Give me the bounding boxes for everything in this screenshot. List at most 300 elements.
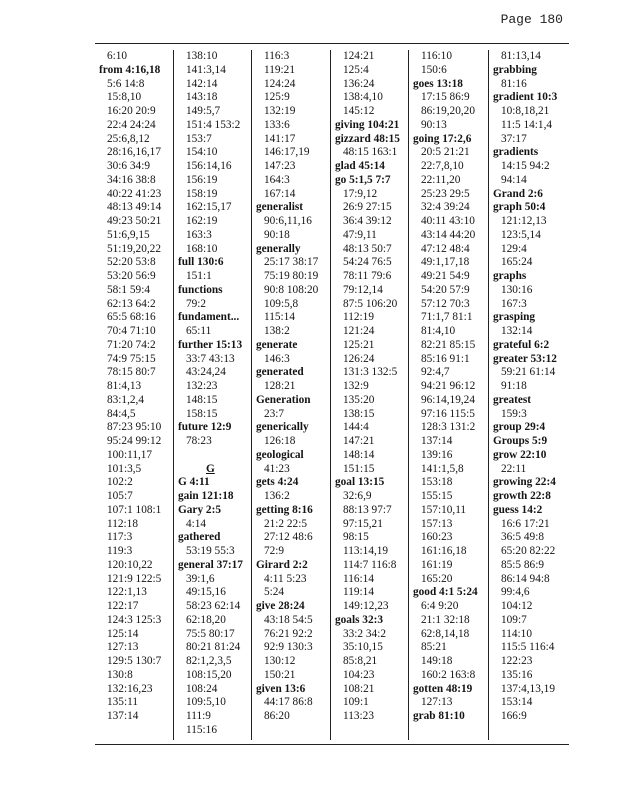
- page-reference: 81:4,13: [107, 380, 142, 392]
- page-reference: 142:14: [186, 77, 218, 90]
- page-reference: 109:5,10: [186, 696, 226, 709]
- page-reference: 57:12 70:3: [421, 297, 470, 310]
- page-reference: 51:6,9,15: [107, 228, 150, 241]
- page-reference: 153:18: [421, 476, 453, 489]
- page-reference: 146:17,19: [264, 146, 310, 159]
- page-reference: 98:15: [343, 531, 369, 544]
- page-reference: 22:11: [501, 462, 527, 475]
- page-reference: 108:15,20: [186, 668, 232, 681]
- page-reference: 49:21 54:9: [421, 270, 470, 282]
- page-reference: 43:24,24: [186, 366, 226, 379]
- page-reference: 76:21 92:2: [264, 627, 313, 640]
- page-reference: 113:23: [343, 710, 374, 722]
- page-reference: 165:24: [501, 256, 533, 269]
- page-reference: 117:3: [107, 531, 133, 544]
- page-reference: 136:2: [264, 490, 290, 502]
- page-reference: 4:14: [186, 517, 207, 530]
- page-reference: 149:12,23: [343, 600, 389, 612]
- page-reference: 52:20 53:8: [107, 256, 156, 269]
- page-reference: 116:14: [343, 572, 374, 585]
- index-term: graphs: [493, 270, 527, 282]
- page-reference: 79:12,14: [343, 283, 383, 296]
- page-reference: 154:10: [186, 146, 218, 159]
- page-reference: 147:21: [343, 435, 375, 447]
- page-reference: 90:8 108:20: [264, 283, 319, 296]
- page-reference: 153:7: [186, 132, 212, 145]
- page-reference: 48:15 163:1: [343, 146, 398, 159]
- page-reference: 160:23: [421, 531, 453, 544]
- index-term: full 130:6: [178, 256, 224, 269]
- page-number: Page 180: [500, 12, 563, 27]
- page-reference: 108:24: [186, 682, 218, 695]
- page-reference: 144:4: [343, 421, 369, 434]
- page-reference: 147:23: [264, 160, 296, 172]
- page-reference: 150:21: [264, 668, 296, 681]
- page-reference: 58:23 62:14: [186, 600, 241, 612]
- page-reference: 116:3: [264, 50, 290, 62]
- page-reference: 5:24: [264, 586, 285, 599]
- page-reference: 158:19: [186, 187, 218, 200]
- index-term: graph 50:4: [493, 201, 546, 214]
- index-term: glad 45:14: [335, 160, 385, 172]
- page-reference: 70:4 71:10: [107, 325, 156, 337]
- page-reference: 53:20 56:9: [107, 270, 156, 282]
- index-term: gradient 10:3: [493, 91, 558, 104]
- page-reference: 86:20: [264, 710, 290, 722]
- page-reference: 33:2 34:2: [343, 627, 386, 640]
- page-reference: 54:24 76:5: [343, 256, 392, 269]
- page-reference: 128:3 131:2: [421, 421, 476, 434]
- page-reference: 115:14: [264, 311, 295, 324]
- page-reference: 87:23 95:10: [107, 421, 162, 434]
- page-reference: 36:4 39:12: [343, 215, 392, 227]
- index-term: growing 22:4: [493, 476, 556, 489]
- page-reference: 97:15,21: [343, 517, 383, 530]
- index-term: Generation: [256, 393, 311, 406]
- index-term: gain 121:18: [178, 490, 234, 502]
- page-reference: 62:13 64:2: [107, 297, 156, 310]
- index-term: Gary 2:5: [178, 503, 221, 516]
- page-reference: 137:14: [107, 710, 139, 722]
- index-term: future 12:9: [178, 421, 232, 434]
- page-reference: 82:21 85:15: [421, 338, 476, 351]
- page-reference: 37:17: [501, 132, 527, 145]
- page-reference: 21:2 22:5: [264, 517, 307, 530]
- index-term: guess 14:2: [493, 503, 543, 516]
- page-reference: 125:4: [343, 63, 369, 76]
- index-term: gets 4:24: [256, 476, 299, 489]
- page-reference: 6:4 9:20: [421, 600, 459, 612]
- page-reference: 148:14: [343, 448, 375, 461]
- page-reference: 85:8,21: [343, 655, 378, 667]
- index-term: goal 13:15: [335, 476, 385, 489]
- page-reference: 15:8,10: [107, 91, 142, 104]
- page-reference: 83:1,2,4: [107, 393, 145, 406]
- page-reference: 34:16 38:8: [107, 173, 156, 186]
- page-reference: 91:18: [501, 380, 527, 392]
- page-reference: 81:4,10: [421, 325, 456, 337]
- page-reference: 132:14: [501, 325, 533, 337]
- page-reference: 81:13,14: [501, 50, 541, 62]
- index-column-1: [95, 50, 173, 740]
- page-reference: 163:3: [186, 228, 212, 241]
- page-reference: 126:18: [264, 435, 296, 447]
- page-reference: 135:11: [107, 696, 138, 709]
- page-reference: 141:17: [264, 132, 296, 145]
- page-reference: 28:16,16,17: [107, 146, 161, 159]
- page-reference: 168:10: [186, 242, 218, 255]
- page-reference: 74:9 75:15: [107, 352, 156, 365]
- index-term: gizzard 48:15: [335, 132, 400, 145]
- page-reference: 104:23: [343, 668, 375, 681]
- page-reference: 4:11 5:23: [264, 572, 307, 585]
- page-reference: 25:6,8,12: [107, 132, 150, 145]
- page-reference: 135:20: [343, 393, 375, 406]
- page-reference: 121:12,13: [501, 215, 547, 227]
- index-column-6: [488, 50, 569, 740]
- page-reference: 48:13 49:14: [107, 201, 162, 214]
- page-reference: 71:20 74:2: [107, 338, 156, 351]
- index-term: generate: [256, 338, 298, 351]
- page-reference: 132:23: [186, 380, 218, 392]
- page-reference: 135:16: [501, 668, 533, 681]
- page-reference: 125:14: [107, 627, 139, 640]
- index-column-2: [173, 50, 251, 740]
- page-reference: 85:5 86:9: [501, 558, 544, 571]
- page-reference: 90:13: [421, 118, 447, 131]
- page-reference: 160:2 163:8: [421, 668, 476, 681]
- page-reference: 132:16,23: [107, 682, 153, 695]
- page-reference: 120:10,22: [107, 558, 153, 571]
- index-term: grab 81:10: [413, 710, 465, 722]
- index-term: further 15:13: [178, 338, 243, 351]
- index-term: geological: [256, 448, 304, 461]
- index-term: group 29:4: [493, 421, 546, 434]
- page-reference: 5:6 14:8: [107, 77, 145, 90]
- page-reference: 32:4 39:24: [421, 201, 470, 214]
- page-reference: 81:16: [501, 77, 527, 90]
- page-reference: 94:21 96:12: [421, 380, 476, 392]
- page-reference: 78:15 80:7: [107, 366, 156, 379]
- index-term: greatest: [493, 393, 532, 406]
- page-reference: 129:4: [501, 242, 527, 255]
- page-reference: 40:22 41:23: [107, 187, 162, 200]
- page-reference: 48:13 50:7: [343, 242, 392, 255]
- page-reference: 43:18 54:5: [264, 613, 313, 626]
- page-reference: 84:4,5: [107, 407, 136, 420]
- page-reference: 100:11,17: [107, 448, 153, 461]
- page-reference: 62:18,20: [186, 613, 226, 626]
- page-reference: 108:21: [343, 682, 375, 695]
- page-reference: 146:3: [264, 352, 290, 365]
- page-reference: 161:19: [421, 558, 453, 571]
- page-reference: 137:4,13,19: [501, 682, 555, 695]
- page-reference: 14:15 94:2: [501, 160, 550, 172]
- page-reference: 148:15: [186, 393, 218, 406]
- page-reference: 136:24: [343, 77, 375, 90]
- index-term: given 13:6: [256, 682, 306, 695]
- page-reference: 25:17 38:17: [264, 256, 319, 269]
- page-reference: 49:1,17,18: [421, 256, 470, 269]
- page-reference: 79:2: [186, 297, 207, 310]
- page-reference: 145:12: [343, 105, 375, 117]
- index-column-4: [330, 50, 408, 740]
- page-reference: 115:16: [186, 723, 217, 736]
- page-reference: 86:19,20,20: [421, 105, 475, 117]
- page-reference: 112:19: [343, 311, 374, 324]
- index-term: Girard 2:2: [256, 558, 308, 571]
- page-reference: 121:24: [343, 325, 375, 337]
- page-reference: 153:14: [501, 696, 533, 709]
- page-reference: 167:14: [264, 187, 296, 200]
- index-term: gradients: [493, 146, 539, 159]
- index-term: good 4:1 5:24: [413, 586, 478, 599]
- index-term: greater 53:12: [493, 352, 557, 365]
- page-reference: 161:16,18: [421, 545, 467, 557]
- page-reference: 138:4,10: [343, 91, 383, 104]
- page-reference: 166:9: [501, 710, 527, 722]
- page-reference: 109:7: [501, 613, 527, 626]
- page-reference: 122:1,13: [107, 586, 147, 599]
- page-reference: 65:20 82:22: [501, 545, 556, 557]
- page-reference: 25:23 29:5: [421, 187, 470, 200]
- page-reference: 122:23: [501, 655, 533, 667]
- page-reference: 141:3,14: [186, 63, 226, 76]
- page-reference: 105:7: [107, 490, 133, 502]
- page-reference: 44:17 86:8: [264, 696, 313, 709]
- index-term: goals 32:3: [335, 613, 384, 626]
- page-reference: 119:14: [343, 586, 374, 599]
- page-reference: 49:23 50:21: [107, 215, 162, 227]
- page-reference: 53:19 55:3: [186, 545, 235, 557]
- page-reference: 40:11 43:10: [421, 215, 475, 227]
- page-reference: 17:9,12: [343, 187, 378, 200]
- index-term: grow 22:10: [493, 448, 547, 461]
- page-reference: 164:3: [264, 173, 290, 186]
- index-term: generalist: [256, 201, 304, 214]
- page-reference: 36:5 49:8: [501, 531, 544, 544]
- page-reference: 97:16 115:5: [421, 407, 475, 420]
- page-reference: 127:13: [421, 696, 453, 709]
- page-reference: 65:5 68:16: [107, 311, 156, 324]
- page-reference: 51:19,20,22: [107, 242, 161, 255]
- page-reference: 156:14,16: [186, 160, 232, 172]
- page-reference: 124:21: [343, 50, 375, 62]
- page-reference: 87:5 106:20: [343, 297, 398, 310]
- page-reference: 62:8,14,18: [421, 627, 470, 640]
- page-reference: 20:5 21:21: [421, 146, 470, 159]
- page-reference: 33:7 43:13: [186, 352, 235, 365]
- index-term: getting 8:16: [256, 503, 313, 516]
- page-reference: 155:15: [421, 490, 453, 502]
- index-term: give 28:24: [256, 600, 305, 612]
- index-term: generally: [256, 242, 301, 255]
- page-reference: 127:13: [107, 641, 139, 654]
- page-reference: 162:19: [186, 215, 218, 227]
- section-letter-heading: G: [206, 462, 215, 475]
- index-term: generically: [256, 421, 309, 434]
- page-reference: 157:13: [421, 517, 453, 530]
- page-reference: 122:17: [107, 600, 139, 612]
- page-reference: 124:24: [264, 77, 296, 90]
- page-reference: 165:20: [421, 572, 453, 585]
- page-reference: 107:1 108:1: [107, 503, 162, 516]
- page-reference: 123:5,14: [501, 228, 541, 241]
- index-term: functions: [178, 283, 223, 296]
- page-reference: 121:9 122:5: [107, 572, 162, 585]
- page-reference: 150:6: [421, 63, 447, 76]
- page-reference: 82:1,2,3,5: [186, 655, 232, 667]
- page-reference: 47:12 48:4: [421, 242, 470, 255]
- page-reference: 85:21: [421, 641, 447, 654]
- page-reference: 11:5 14:1,4: [501, 118, 553, 131]
- page-reference: 113:14,19: [343, 545, 389, 557]
- page-reference: 133:6: [264, 118, 290, 131]
- index-term: giving 104:21: [335, 118, 400, 131]
- page-reference: 65:11: [186, 325, 212, 337]
- page-reference: 109:1: [343, 696, 369, 709]
- page-reference: 49:15,16: [186, 586, 226, 599]
- page-reference: 114:10: [501, 627, 532, 640]
- index-term: Grand 2:6: [493, 187, 543, 200]
- page-reference: 156:19: [186, 173, 218, 186]
- index-term: growth 22:8: [493, 490, 551, 502]
- page-reference: 139:16: [421, 448, 453, 461]
- page-reference: 141:1,5,8: [421, 462, 464, 475]
- page-reference: 16:20 20:9: [107, 105, 156, 117]
- word-index-table: [95, 43, 569, 745]
- page-reference: 149:5,7: [186, 105, 221, 117]
- page-reference: 39:1,6: [186, 572, 215, 585]
- index-term: grasping: [493, 311, 536, 324]
- page-reference: 157:10,11: [421, 503, 467, 516]
- page-reference: 149:18: [421, 655, 453, 667]
- page-reference: 128:21: [264, 380, 296, 392]
- page-reference: 92:9 130:3: [264, 641, 313, 654]
- page-reference: 21:1 32:18: [421, 613, 470, 626]
- page-reference: 132:19: [264, 105, 296, 117]
- page-reference: 78:11 79:6: [343, 270, 392, 282]
- index-term: go 5:1,5 7:7: [335, 173, 391, 186]
- page-reference: 92:4,7: [421, 366, 450, 379]
- index-term: gotten 48:19: [413, 682, 473, 695]
- page-reference: 59:21 61:14: [501, 366, 556, 379]
- page-reference: 151:1: [186, 270, 212, 282]
- page-reference: 32:6,9: [343, 490, 372, 502]
- page-reference: 112:18: [107, 517, 138, 530]
- page-reference: 17:15 86:9: [421, 91, 470, 104]
- page-reference: 43:14 44:20: [421, 228, 476, 241]
- page-reference: 6:10: [107, 50, 128, 62]
- page-reference: 10:8,18,21: [501, 105, 550, 117]
- page-reference: 114:7 116:8: [343, 558, 397, 571]
- page-reference: 162:15,17: [186, 201, 232, 214]
- page-reference: 126:24: [343, 352, 375, 365]
- page-reference: 22:11,20: [421, 173, 461, 186]
- page-reference: 16:6 17:21: [501, 517, 550, 530]
- page-reference: 143:18: [186, 91, 218, 104]
- page-reference: 119:3: [107, 545, 133, 557]
- index-term: Groups 5:9: [493, 435, 548, 447]
- page-reference: 131:3 132:5: [343, 366, 398, 379]
- page-reference: 96:14,19,24: [421, 393, 475, 406]
- page-reference: 158:15: [186, 407, 218, 420]
- page-reference: 138:15: [343, 407, 375, 420]
- index-column-5: [408, 50, 488, 740]
- index-term: going 17:2,6: [413, 132, 472, 145]
- index-term: grabbing: [493, 63, 537, 76]
- page-reference: 22:4 24:24: [107, 118, 156, 131]
- page-reference: 85:16 91:1: [421, 352, 470, 365]
- page-reference: 22:7,8,10: [421, 160, 464, 172]
- page-reference: [178, 449, 251, 463]
- page-reference: 54:20 57:9: [421, 283, 470, 296]
- page-reference: 130:16: [501, 283, 533, 296]
- page-reference: 167:3: [501, 297, 527, 310]
- page-reference: 159:3: [501, 407, 527, 420]
- page-reference: 94:14: [501, 173, 527, 186]
- page-reference: 137:14: [421, 435, 453, 447]
- page-reference: 23:7: [264, 407, 285, 420]
- page-reference: 115:5 116:4: [501, 641, 555, 654]
- index-term: goes 13:18: [413, 77, 463, 90]
- page-reference: 41:23: [264, 462, 290, 475]
- page-reference: 80:21 81:24: [186, 641, 241, 654]
- index-column-3: [251, 50, 330, 740]
- index-term: grateful 6:2: [493, 338, 550, 351]
- page-reference: 124:3 125:3: [107, 613, 162, 626]
- page-reference: 90:18: [264, 228, 290, 241]
- page-reference: 90:6,11,16: [264, 215, 312, 227]
- page-reference: 99:4,6: [501, 586, 530, 599]
- page-reference: 129:5 130:7: [107, 655, 162, 667]
- page-reference: 71:1,7 81:1: [421, 311, 473, 324]
- page-reference: 151:15: [343, 462, 375, 475]
- page-reference: 151:4 153:2: [186, 118, 241, 131]
- page-reference: 116:10: [421, 50, 452, 62]
- page-reference: 58:1 59:4: [107, 283, 150, 296]
- page-reference: 35:10,15: [343, 641, 383, 654]
- page-reference: 30:6 34:9: [107, 160, 150, 172]
- page-reference: 125:9: [264, 91, 290, 104]
- page-reference: 125:21: [343, 338, 375, 351]
- index-term: G 4:11: [178, 476, 210, 489]
- page-reference: 102:2: [107, 476, 133, 489]
- page-reference: 119:21: [264, 63, 295, 76]
- page-reference: 138:10: [186, 50, 218, 62]
- page-reference: 130:12: [264, 655, 296, 667]
- page-reference: 104:12: [501, 600, 533, 612]
- index-term: general 37:17: [178, 558, 243, 571]
- page-reference: 75:5 80:17: [186, 627, 235, 640]
- page-reference: 78:23: [186, 435, 212, 447]
- index-term: gathered: [178, 531, 221, 544]
- page-reference: 132:9: [343, 380, 369, 392]
- page-reference: 138:2: [264, 325, 290, 337]
- index-term: generated: [256, 366, 304, 379]
- page-reference: 47:9,11: [343, 228, 377, 241]
- index-term: from 4:16,18: [99, 63, 161, 76]
- page-reference: 130:8: [107, 668, 133, 681]
- page-reference: 111:9: [186, 710, 211, 722]
- page-reference: 72:9: [264, 545, 285, 557]
- page-reference: 95:24 99:12: [107, 435, 162, 447]
- page-reference: 75:19 80:19: [264, 270, 319, 282]
- page-reference: 109:5,8: [264, 297, 299, 310]
- page-reference: 88:13 97:7: [343, 503, 392, 516]
- page-reference: 86:14 94:8: [501, 572, 550, 585]
- index-term: fundament...: [178, 311, 240, 324]
